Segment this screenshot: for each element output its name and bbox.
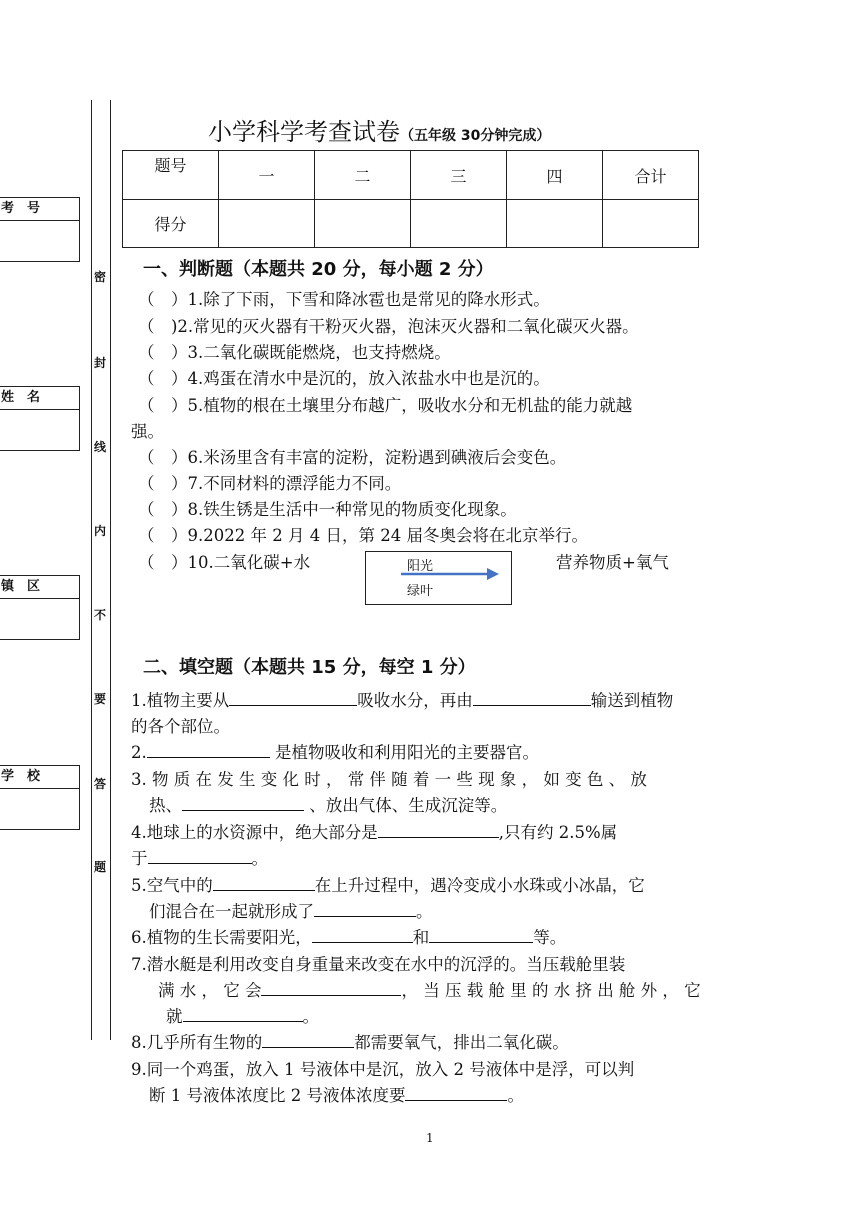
judge-item-10-right: 营养物质+氧气 bbox=[556, 553, 669, 572]
score-header-row bbox=[123, 151, 699, 200]
judge-item-5-cont: 强。 bbox=[131, 422, 164, 441]
section2-heading: 二、填空题（本题共 15 分，每空 1 分） bbox=[143, 657, 476, 678]
fill-q9-line2 bbox=[149, 1084, 524, 1108]
fill-q3-line2 bbox=[149, 794, 507, 818]
judge-item-7: （ ）7.不同材料的漂浮能力不同。 bbox=[138, 474, 402, 493]
score-input-cell[interactable] bbox=[411, 200, 507, 248]
seal-char: 要 bbox=[94, 692, 107, 706]
fill-q5-text-a: 5.空气中的 bbox=[131, 876, 213, 895]
fill-blank[interactable] bbox=[405, 1084, 507, 1101]
seal-char: 密 bbox=[94, 270, 107, 284]
arrow-label-leaf: 绿叶 bbox=[407, 584, 434, 599]
score-cell: 二 bbox=[315, 151, 411, 200]
seal-char: 封 bbox=[94, 356, 107, 370]
fill-q9-text-b: 断 1 号液体浓度比 2 号液体浓度要 bbox=[149, 1086, 406, 1105]
reaction-arrow-icon bbox=[401, 567, 501, 581]
fill-blank[interactable] bbox=[314, 900, 416, 917]
score-cell: 合计 bbox=[603, 151, 699, 200]
judge-item-10-left: （ ）10.二氧化碳+水 bbox=[138, 553, 311, 572]
fill-q6-text-c: 等。 bbox=[533, 928, 567, 947]
score-row-label: 得分 bbox=[123, 200, 219, 248]
fill-q2-text: 是植物吸收和利用阳光的主要器官。 bbox=[275, 743, 539, 762]
judge-item-4: （ ）4.鸡蛋在清水中是沉的，放入浓盐水中也是沉的。 bbox=[138, 369, 550, 388]
school-box bbox=[0, 765, 80, 830]
seal-char: 题 bbox=[94, 860, 107, 874]
exam-number-blank[interactable] bbox=[0, 221, 79, 261]
fill-q4-text-a: 4.地球上的水资源中，绝大部分是 bbox=[131, 823, 378, 842]
judge-item-9: （ ）9.2022 年 2 月 4 日，第 24 届冬奥会将在北京举行。 bbox=[138, 526, 588, 545]
fill-q6-text-a: 6.植物的生长需要阳光， bbox=[131, 928, 312, 947]
fill-q3-text-c: 、放出气体、生成沉淀等。 bbox=[309, 796, 508, 815]
fill-q4-line2 bbox=[131, 847, 268, 871]
school-blank[interactable] bbox=[0, 789, 79, 829]
fill-q4-text-b: ,只有约 2.5%属 bbox=[498, 823, 618, 842]
binding-line-outer bbox=[91, 100, 92, 1040]
fill-q4-line1 bbox=[131, 821, 617, 845]
fill-q6 bbox=[131, 926, 566, 950]
score-input-cell[interactable] bbox=[603, 200, 699, 248]
binding-line-inner bbox=[110, 100, 111, 1040]
fill-blank[interactable] bbox=[147, 741, 270, 758]
seal-char: 不 bbox=[94, 608, 107, 622]
fill-q7-text-c: ， 当 压 载 舱 里 的 水 挤 出 舱 外 ， 它 bbox=[401, 981, 701, 1000]
fill-blank[interactable] bbox=[261, 979, 401, 996]
fill-q1-text-b: 吸收水分，再由 bbox=[357, 691, 473, 710]
fill-blank[interactable] bbox=[262, 1031, 354, 1048]
score-cell-label: 题号 bbox=[123, 151, 219, 200]
score-table bbox=[122, 150, 699, 248]
name-label: 姓 名 bbox=[0, 387, 79, 410]
town-box bbox=[0, 575, 80, 640]
school-label: 学 校 bbox=[0, 766, 79, 789]
score-input-cell[interactable] bbox=[219, 200, 315, 248]
fill-blank[interactable] bbox=[213, 874, 315, 891]
name-blank[interactable] bbox=[0, 410, 79, 450]
fill-blank[interactable] bbox=[312, 926, 413, 943]
name-box bbox=[0, 386, 80, 451]
town-label: 镇 区 bbox=[0, 576, 79, 599]
fill-q7-text-e: 。 bbox=[302, 1007, 319, 1026]
score-cell: 四 bbox=[507, 151, 603, 200]
title-subtitle: （五年级 30分钟完成） bbox=[400, 128, 551, 144]
exam-number-label: 考 号 bbox=[0, 198, 79, 221]
fill-q7-line1: 7.潜水艇是利用改变自身重量来改变在水中的沉浮的。当压载舱里装 bbox=[131, 955, 626, 974]
fill-q1-line1 bbox=[131, 689, 673, 713]
fill-q9-text-c: 。 bbox=[507, 1086, 524, 1105]
fill-q8-text-b: 都需要氧气，排出二氧化碳。 bbox=[354, 1033, 569, 1052]
judge-item-3: （ ）3.二氧化碳既能燃烧，也支持燃烧。 bbox=[138, 343, 451, 362]
fill-blank[interactable] bbox=[148, 847, 252, 864]
fill-q7-text-d: 就 bbox=[166, 1007, 183, 1026]
fill-q5-line2 bbox=[149, 900, 433, 924]
arrow-label-sunlight: 阳光 bbox=[407, 559, 434, 574]
fill-q1-text-a: 1.植物主要从 bbox=[131, 691, 230, 710]
fill-blank[interactable] bbox=[429, 926, 533, 943]
fill-q5-line1 bbox=[131, 874, 645, 898]
fill-q4-text-d: 。 bbox=[251, 849, 268, 868]
seal-char: 内 bbox=[94, 524, 107, 538]
fill-q5-text-b: 在上升过程中，遇冷变成小水珠或小冰晶，它 bbox=[314, 876, 645, 895]
fill-q8 bbox=[131, 1031, 569, 1055]
fill-blank[interactable] bbox=[229, 689, 357, 706]
fill-blank[interactable] bbox=[473, 689, 591, 706]
section1-heading: 一、判断题（本题共 20 分，每小题 2 分） bbox=[143, 259, 494, 280]
fill-q3-text-b: 热、 bbox=[149, 796, 182, 815]
fill-q6-text-b: 和 bbox=[412, 928, 430, 947]
score-cell: 三 bbox=[411, 151, 507, 200]
town-blank[interactable] bbox=[0, 599, 79, 639]
fill-q5-text-d: 。 bbox=[416, 902, 433, 921]
score-input-cell[interactable] bbox=[315, 200, 411, 248]
fill-q7-line3 bbox=[166, 1005, 319, 1029]
page-title bbox=[208, 112, 550, 147]
score-cell: 一 bbox=[219, 151, 315, 200]
fill-q9-line1: 9.同一个鸡蛋，放入 1 号液体中是沉，放入 2 号液体中是浮，可以判 bbox=[131, 1060, 635, 1079]
fill-q2 bbox=[131, 741, 539, 765]
page-number: 1 bbox=[426, 1131, 434, 1145]
fill-q2-num: 2. bbox=[131, 743, 147, 762]
fill-q7-line2 bbox=[158, 979, 701, 1003]
fill-q3-line1: 3. 物 质 在 发 生 变 化 时 ， 常 伴 随 着 一 些 现 象 ， 如 变 色 、 放 bbox=[131, 770, 647, 789]
judge-item-5: （ ）5.植物的根在土壤里分布越广，吸收水分和无机盐的能力就越 bbox=[138, 396, 633, 415]
fill-q4-text-c: 于 bbox=[131, 849, 148, 868]
score-value-row bbox=[123, 200, 699, 248]
seal-char: 答 bbox=[94, 777, 107, 791]
fill-q8-text-a: 8.几乎所有生物的 bbox=[131, 1033, 263, 1052]
fill-q5-text-c: 们混合在一起就形成了 bbox=[149, 902, 314, 921]
fill-q7-text-b: 满 水 ， 它 会 bbox=[158, 981, 262, 1000]
fill-blank[interactable] bbox=[182, 794, 304, 811]
judge-item-6: （ ）6.米汤里含有丰富的淀粉，淀粉遇到碘液后会变色。 bbox=[138, 448, 567, 467]
judge-item-1: （ ）1.除了下雨，下雪和降冰雹也是常见的降水形式。 bbox=[138, 290, 550, 309]
seal-char: 线 bbox=[94, 440, 107, 454]
exam-number-box bbox=[0, 197, 80, 262]
judge-item-2: （ )2.常见的灭火器有干粉灭火器，泡沫灭火器和二氧化碳灭火器。 bbox=[138, 317, 639, 336]
title-main: 小学科学考查试卷 bbox=[208, 118, 400, 146]
judge-item-8: （ ）8.铁生锈是生活中一种常见的物质变化现象。 bbox=[138, 500, 517, 519]
reaction-arrow-box bbox=[365, 551, 512, 605]
fill-q1-text-c: 输送到植物 bbox=[590, 691, 674, 710]
fill-blank[interactable] bbox=[183, 1005, 303, 1022]
score-input-cell[interactable] bbox=[507, 200, 603, 248]
fill-blank[interactable] bbox=[378, 821, 499, 838]
fill-q1-line2: 的各个部位。 bbox=[131, 717, 230, 736]
